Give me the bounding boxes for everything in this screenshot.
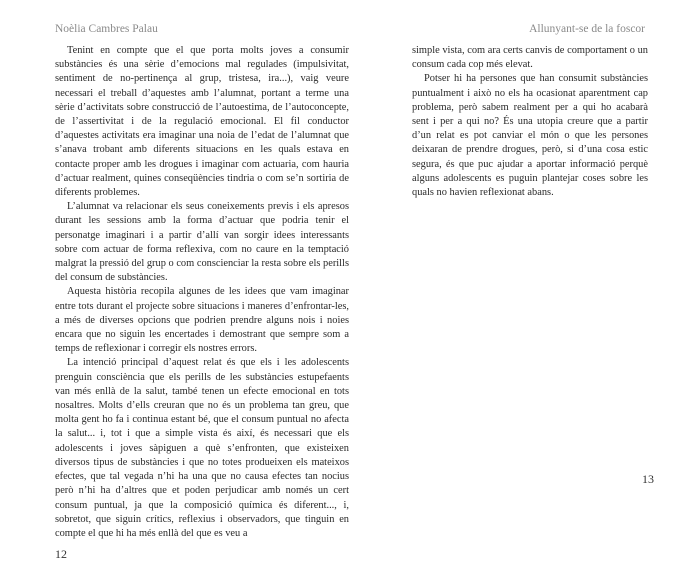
- paragraph: Tenint en compte que el que porta molts joves a consumir substàncies és una sèrie d’emocions mal regulades (impulsivitat, sentiment de no-pertinença al grup, tristesa, ira...), vaig veure necessari el treball d’aquestes amb l’alumnat, portant a terme una sèrie d’activitats sobre construcció de l’autoestima, de l’autoconcepte, de l’assertivitat i de la regulació emocional. El fil conductor d’aquestes activitats era imaginar una noia de l’edat de l’alumnat que s’anava trobant amb diferents situacions en les quals estava en contacte proper amb les drogues i imaginar com actuaria, com hauria d’actuar realment, quines conseqüències tindria o com se’n sortiria de diferents problemes.: [55, 45, 349, 199]
- right-page: [350, 0, 700, 500]
- paragraph: Aquesta història recopila algunes de les idees que vam imaginar entre tots durant el projecte sobre situacions i maneres d’enfrontar-les, a més de diverses opcions que podrien prendre alguns nois i noies encara que no siguin les encertades i demostrant que sempre som a temps de reflexionar i corregir els nostres errors.: [55, 286, 349, 355]
- page-number-right: 13: [642, 472, 654, 486]
- running-head-author: Noèlia Cambres Palau: [55, 23, 158, 35]
- paragraph: La intenció principal d’aquest relat és que els i les adolescents prenguin consciència que els perills de les substàncies estupefaents van més enllà de la salut, també tenen un efecte emocional en tots nosaltres. Molts d’ells creuran que no és un problema tan greu, que molta gent ho fa i continua estant bé, que el consum puntual no afecta la salut... i, tot i que a simple vista és així, és necessari que els adolescents i joves sàpiguen a què s’enfronten, que existeixen diversos tipus de substàncies i que no totes produeixen els mateixos efectes, que tal vegada n’hi ha una que no causa efectes tan nocius però n’hi ha d’altres que et poden perjudicar amb només un cert consum puntual, ja que la composició química és diferent..., i, sobretot, que siguin crítics, reflexius i observadors, que tinguin en compte el que hi ha més enllà del que es veu a: [55, 357, 349, 539]
- body-text-right: [412, 44, 648, 200]
- paragraph: simple vista, com ara certs canvis de comportament o un consum cada cop més elevat.: [412, 45, 648, 71]
- paragraph: L’alumnat va relacionar els seus coneixements previs i els apresos durant les sessions amb la forma d’actuar que podria tenir el personatge imaginari i a partir d’allí van sorgir idees interessants sobre com actuar de forma reflexiva, com no caure en la temptació malgrat la pressió del grup o com conscienciar la resta sobre els perills del consum de substàncies.: [55, 201, 349, 284]
- running-head-title: Allunyant-se de la foscor: [529, 23, 645, 35]
- body-text-left: [55, 44, 349, 541]
- page-number-left: 12: [55, 547, 67, 561]
- paragraph: Potser hi ha persones que han consumit substàncies puntualment i això no els ha ocasionat aparentment cap problema, però sabem realment per a qui ho acabarà sent i per a qui no? És una utopia creure que a partir d’un relat es pot canviar el món o que les persones deixaran de prendre drogues, però, si d’una cosa estic segura, és que puc ajudar a aportar informació perquè alguns adolescents es puguin plantejar coses sobre les quals no havien reflexionat abans.: [412, 73, 648, 199]
